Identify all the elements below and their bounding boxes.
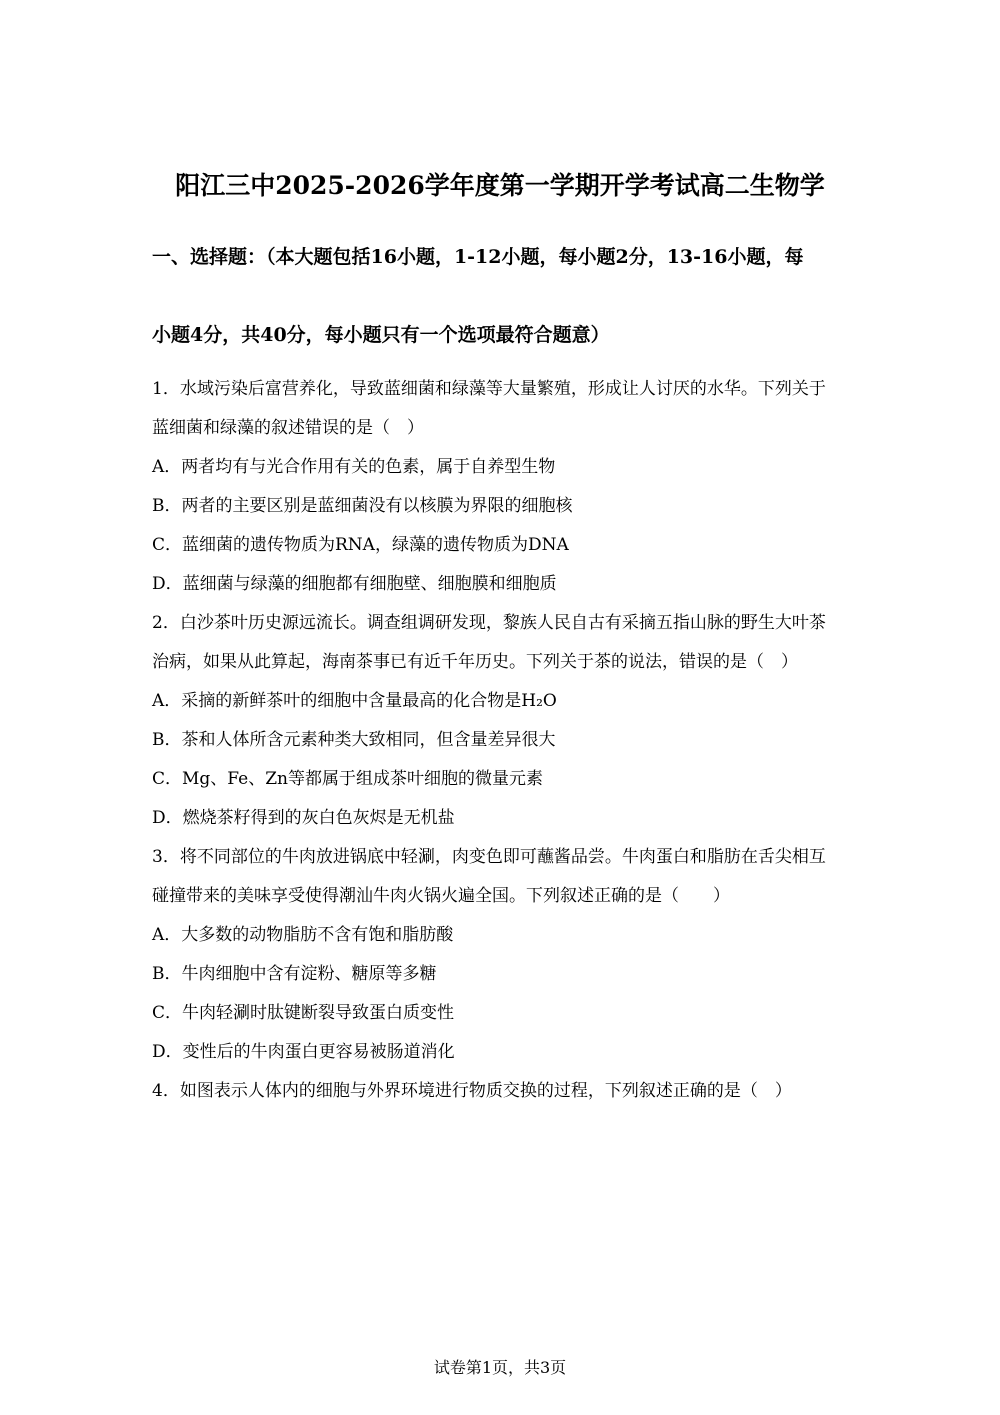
question-2-option-a: A．采摘的新鲜茶叶的细胞中含量最高的化合物是H₂O — [152, 691, 557, 711]
question-2-option-c: C．Mg、Fe、Zn等都属于组成茶叶细胞的微量元素 — [152, 769, 543, 789]
question-1-stem-line-1: 1．水域污染后富营养化，导致蓝细菌和绿藻等大量繁殖，形成让人讨厌的水华。下列关于 — [152, 379, 826, 399]
question-3-option-b: B．牛肉细胞中含有淀粉、糖原等多糖 — [152, 964, 437, 984]
question-2-option-b: B．茶和人体所含元素种类大致相同，但含量差异很大 — [152, 730, 556, 750]
question-1-option-b: B．两者的主要区别是蓝细菌没有以核膜为界限的细胞核 — [152, 496, 573, 516]
question-2-stem-line-1: 2．白沙茶叶历史源远流长。调查组调研发现，黎族人民自古有采摘五指山脉的野生大叶茶 — [152, 613, 826, 633]
question-1-option-c: C．蓝细菌的遗传物质为RNA，绿藻的遗传物质为DNA — [152, 535, 569, 555]
question-3-stem-line-2: 碰撞带来的美味享受使得潮汕牛肉火锅火遍全国。下列叙述正确的是（ ） — [152, 886, 730, 906]
question-3-option-a: A．大多数的动物脂肪不含有饱和脂肪酸 — [152, 925, 454, 945]
page-footer: 试卷第1页，共3页 — [433, 1358, 567, 1377]
question-1-option-a: A．两者均有与光合作用有关的色素，属于自养型生物 — [152, 457, 556, 477]
question-3-option-d: D．变性后的牛肉蛋白更容易被肠道消化 — [152, 1042, 455, 1062]
question-3-stem-line-1: 3．将不同部位的牛肉放进锅底中轻涮，肉变色即可蘸酱品尝。牛肉蛋白和脂肪在舌尖相互 — [152, 847, 826, 867]
section-heading-line-1: 一、选择题：（本大题包括16小题，1-12小题，每小题2分，13-16小题，每 — [152, 246, 804, 268]
question-3-option-c: C．牛肉轻涮时肽键断裂导致蛋白质变性 — [152, 1003, 455, 1023]
question-2-stem-line-2: 治病，如果从此算起，海南茶事已有近千年历史。下列关于茶的说法，错误的是（ ） — [152, 652, 798, 672]
section-heading-line-2: 小题4分，共40分，每小题只有一个选项最符合题意） — [152, 324, 610, 346]
question-1-stem-line-2: 蓝细菌和绿藻的叙述错误的是（ ） — [152, 418, 424, 438]
page-title: 阳江三中2025-2026学年度第一学期开学考试高二生物学 — [175, 171, 825, 200]
question-2-option-d: D．燃烧茶籽得到的灰白色灰烬是无机盐 — [152, 808, 455, 828]
question-1-option-d: D．蓝细菌与绿藻的细胞都有细胞壁、细胞膜和细胞质 — [152, 574, 557, 594]
question-4-stem-line-1: 4．如图表示人体内的细胞与外界环境进行物质交换的过程，下列叙述正确的是（ ） — [152, 1081, 792, 1101]
